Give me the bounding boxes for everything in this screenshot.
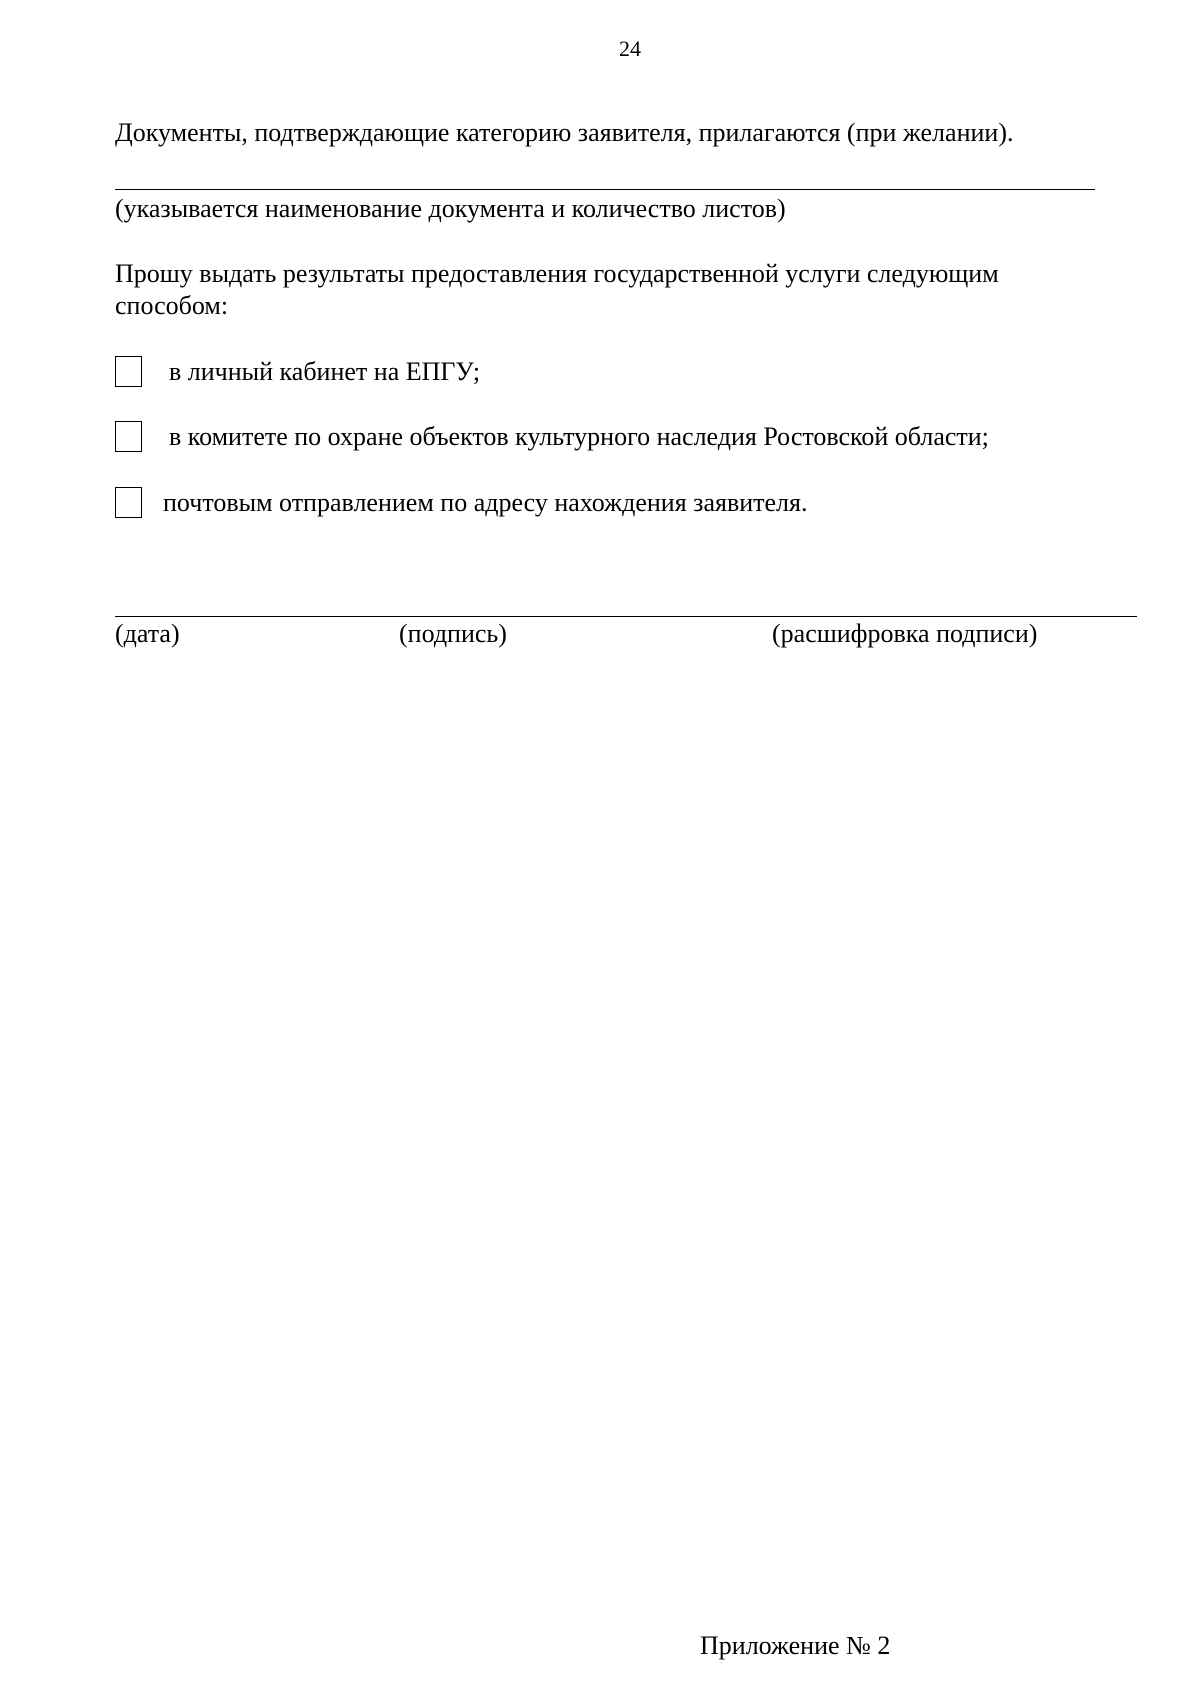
option-checkbox-mail[interactable] (115, 487, 142, 518)
documents-hint: (указывается наименование документа и количество листов) (115, 194, 786, 223)
option-checkbox-committee[interactable] (115, 421, 142, 452)
signature-line[interactable] (115, 616, 1137, 617)
option-checkbox-epgu[interactable] (115, 356, 142, 387)
request-line-2: способом: (115, 291, 229, 320)
appendix-label: Приложение № 2 (700, 1631, 891, 1660)
page-number: 24 (619, 36, 641, 61)
option-label-committee: в комитете по охране объектов культурного наследия Ростовской области; (169, 422, 989, 451)
option-label-epgu: в личный кабинет на ЕПГУ; (169, 357, 481, 386)
option-label-mail: почтовым отправлением по адресу нахождения заявителя. (163, 488, 808, 517)
signature-transcript-label: (расшифровка подписи) (772, 619, 1038, 648)
date-label: (дата) (115, 619, 180, 648)
documents-input-line[interactable] (115, 189, 1095, 190)
request-line-1: Прошу выдать результаты предоставления государственной услуги следующим (115, 259, 999, 288)
signature-label: (подпись) (399, 619, 507, 648)
documents-note: Документы, подтверждающие категорию заявителя, прилагаются (при желании). (115, 118, 1014, 147)
